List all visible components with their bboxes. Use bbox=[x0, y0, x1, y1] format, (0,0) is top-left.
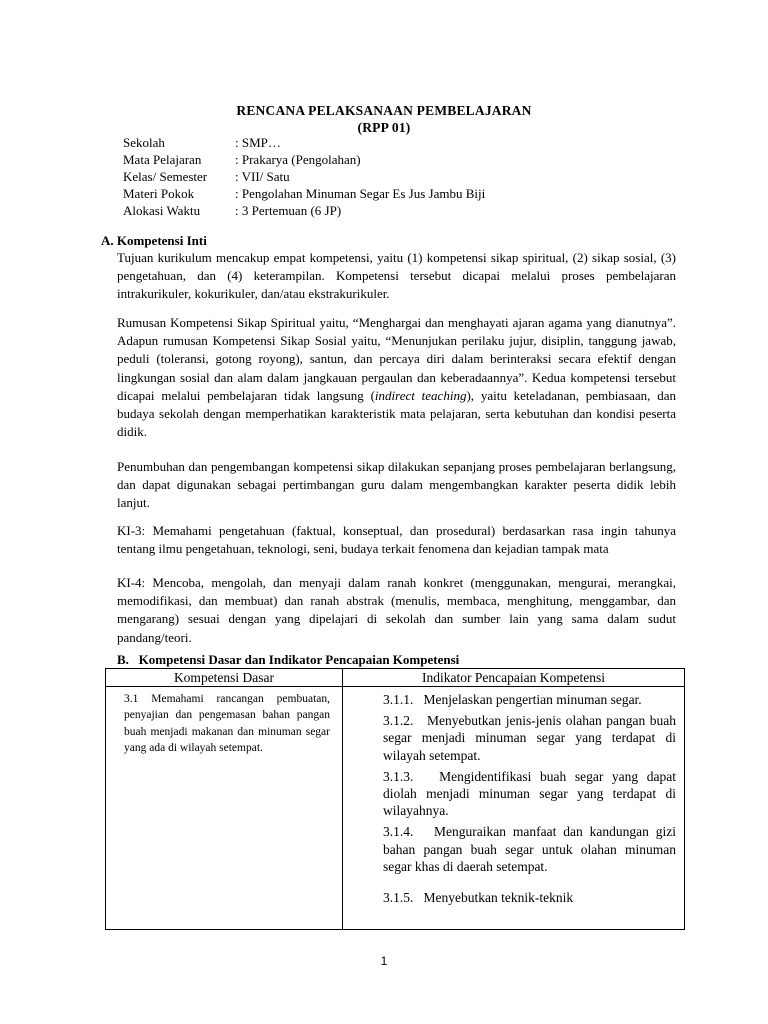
indicator-item: 3.1.2. Menyebutkan jenis-jenis olahan pangan buah segar menjadi minuman segar yang terdapat di wilayah setempat. bbox=[383, 713, 676, 763]
kompetensi-table bbox=[105, 668, 685, 930]
paragraph-penumbuhan: Penumbuhan dan pengembangan kompetensi sikap dilakukan sepanjang proses pembelajaran berlangsung, dan dapat digunakan sebagai pertimbangan guru dalam mengembangkan karakter peserta didik lebih lanjut. bbox=[117, 459, 676, 511]
paragraph-sikap-text-1: Rumusan Kompetensi Sikap Spiritual yaitu, “Menghargai dan menghayati ajaran agama yang dianutnya”. Adapun rumusan Kompetensi Sikap Sosial yaitu, “Menunjukan perilaku jujur, disiplin, tanggung jawab, peduli (toleransi, gotong royong), santun, dan percaya diri dalam berinteraksi secara efektif dengan lingkungan sosial dan alam dalam jangkauan pergaulan dan keberadaannya”. Kedua kompetensi tersebut dicapai melalui pembelajaran tidak langsung ( bbox=[117, 315, 676, 403]
document-title: RENCANA PELAKSANAAN PEMBELAJARAN bbox=[236, 103, 532, 118]
table-header-row bbox=[106, 669, 685, 687]
header-kompetensi-dasar: Kompetensi Dasar bbox=[106, 669, 343, 687]
meta-label-materi: Materi Pokok bbox=[123, 186, 195, 201]
meta-label-alokasi: Alokasi Waktu bbox=[123, 203, 201, 218]
section-b-heading: B. Kompetensi Dasar dan Indikator Pencapaian Kompetensi bbox=[117, 652, 460, 667]
paragraph-sikap-spiritual-sosial bbox=[117, 314, 676, 441]
indicator-cell bbox=[343, 687, 685, 930]
indicator-list bbox=[343, 687, 684, 906]
header-indikator: Indikator Pencapaian Kompetensi bbox=[343, 669, 685, 687]
section-a-heading: A. Kompetensi Inti bbox=[101, 233, 207, 248]
kd-cell bbox=[106, 687, 343, 930]
indicator-item: 3.1.5. Menyebutkan teknik-teknik bbox=[383, 890, 574, 906]
page-number: 1 bbox=[380, 954, 388, 968]
indicator-item: 3.1.1. Menjelaskan pengertian minuman segar. bbox=[383, 692, 642, 707]
meta-value-mapel: : Prakarya (Pengolahan) bbox=[235, 152, 361, 167]
paragraph-ki4: KI-4: Mencoba, mengolah, dan menyaji dalam ranah konkret (menggunakan, mengurai, merangkai, memodifikasi, dan membuat) dan ranah abstrak (menulis, membaca, menghitung, menggambar, dan mengarang) sesuai dengan yang dipelajari di sekolah dan sumber lain yang sama dalam sudut pandang/teori. bbox=[117, 575, 676, 645]
meta-value-alokasi: : 3 Pertemuan (6 JP) bbox=[235, 203, 342, 218]
indicator-item: 3.1.4. Menguraikan manfaat dan kandungan gizi bahan pangan buah segar untuk olahan minuman segar khas di daerah setempat. bbox=[383, 824, 676, 874]
document-subtitle: (RPP 01) bbox=[357, 120, 411, 135]
meta-label-mapel: Mata Pelajaran bbox=[123, 152, 202, 167]
paragraph-sikap-text-2: ), yaitu keteladanan, pembiasaan, dan budaya sekolah dengan memperhatikan karakteristik mata pelajaran, serta kebutuhan dan kondisi peserta didik. bbox=[117, 387, 677, 440]
paragraph-sikap-italic: indirect teaching bbox=[374, 387, 467, 403]
paragraph-ki3: KI-3: Memahami pengetahuan (faktual, konseptual, dan prosedural) berdasarkan rasa ingin tahunya tentang ilmu pengetahuan, teknologi, seni, budaya terkait fenomena dan kejadian tampak mata bbox=[117, 523, 676, 557]
meta-value-sekolah: : SMP… bbox=[235, 135, 281, 150]
kd-text: 3.1 Memahami rancangan pembuatan, penyajian dan pengemasan bahan pangan buah menjadi makanan dan minuman segar yang ada di wilayah setempat. bbox=[124, 693, 330, 754]
indicator-item: 3.1.3. Mengidentifikasi buah segar yang dapat diolah menjadi minuman segar yang terdapat di wilayahnya. bbox=[383, 768, 676, 819]
meta-value-kelas: : VII/ Satu bbox=[235, 169, 290, 184]
table-row bbox=[106, 687, 685, 930]
paragraph-kurikulum: Tujuan kurikulum mencakup empat kompetensi, yaitu (1) kompetensi sikap spiritual, (2) sikap sosial, (3) pengetahuan, dan (4) keterampilan. Kompetensi tersebut dicapai melalui proses pembelajaran intrakurikuler, kokurikuler, dan/atau ekstrakurikuler. bbox=[117, 250, 676, 302]
meta-value-materi: : Pengolahan Minuman Segar Es Jus Jambu Biji bbox=[235, 186, 486, 201]
meta-label-sekolah: Sekolah bbox=[123, 135, 165, 150]
meta-label-kelas: Kelas/ Semester bbox=[123, 169, 208, 184]
